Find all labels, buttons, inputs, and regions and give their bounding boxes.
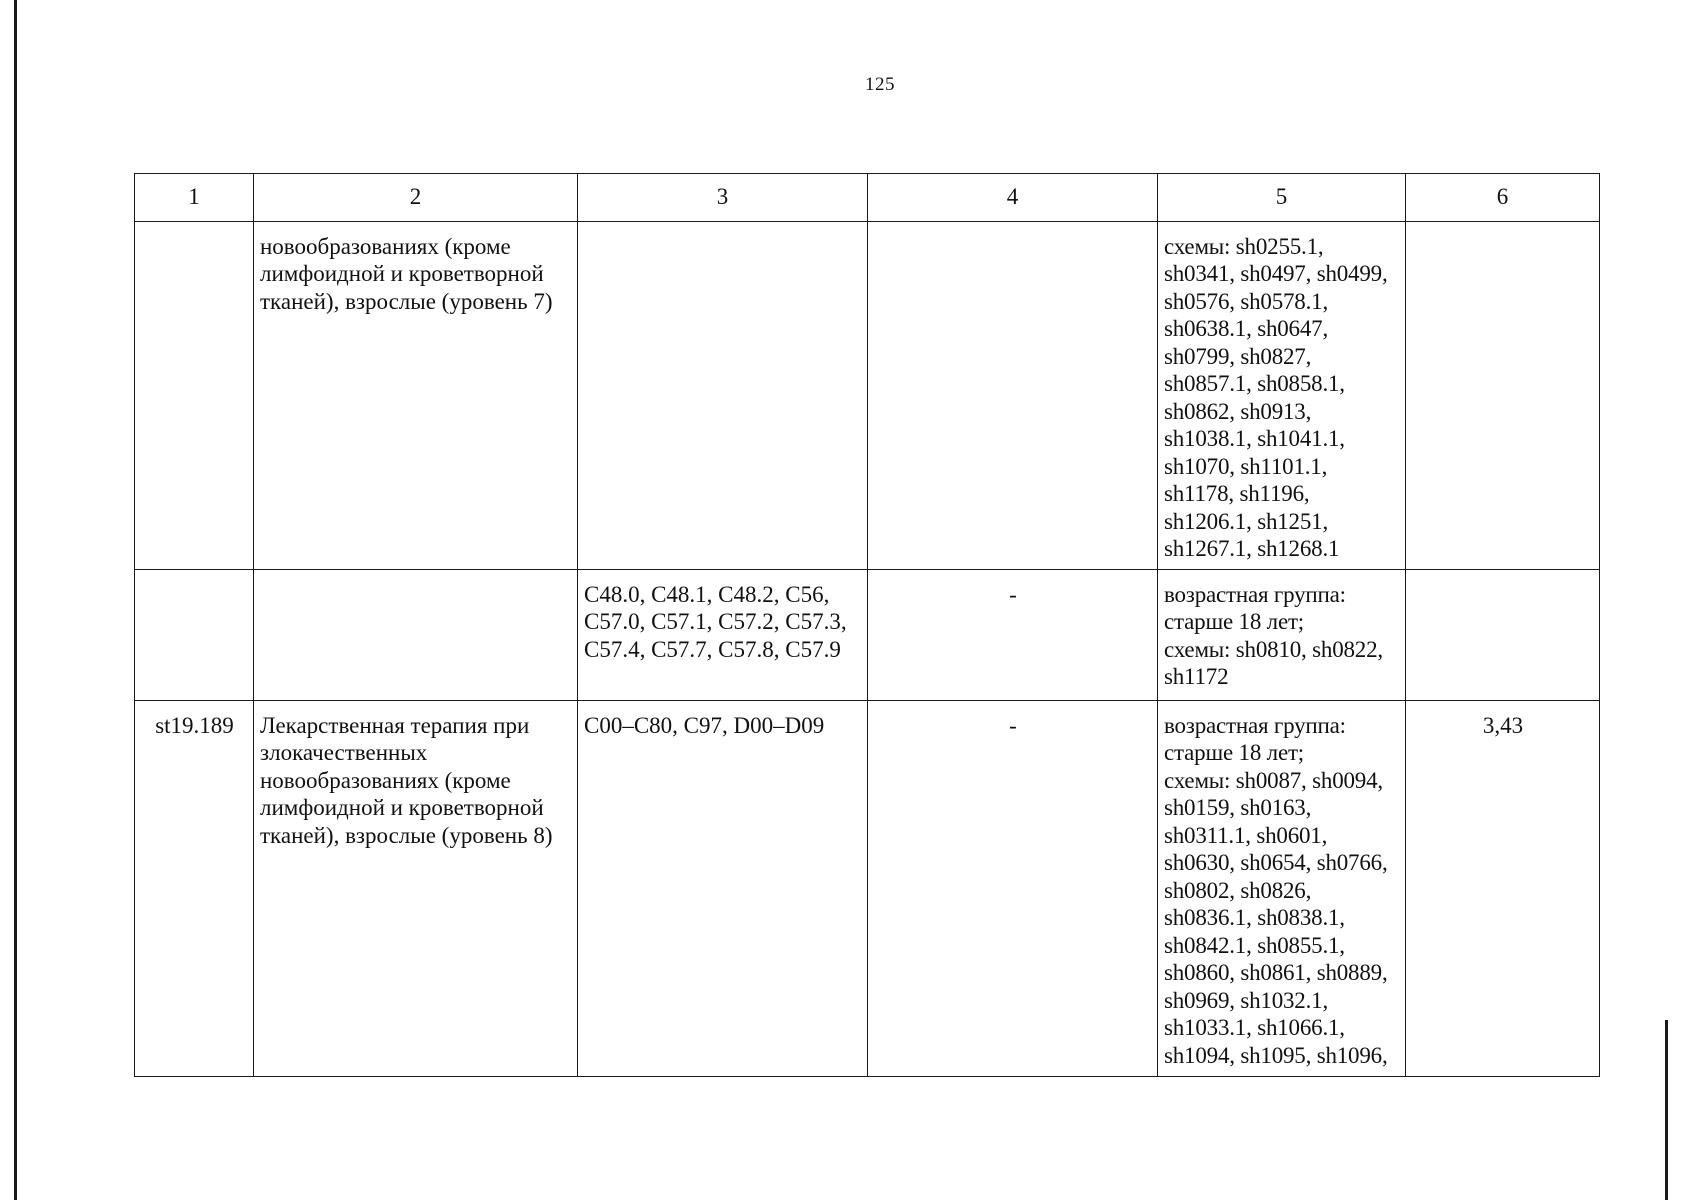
table-cell-coefficient: 3,43 bbox=[1406, 700, 1600, 1076]
column-header: 5 bbox=[1158, 174, 1406, 222]
table-cell-diagnosis-codes bbox=[578, 221, 868, 569]
table-row bbox=[135, 700, 1600, 1076]
scan-edge-right bbox=[1665, 1020, 1668, 1200]
table-cell-code bbox=[135, 569, 254, 700]
table-cell-coefficient bbox=[1406, 221, 1600, 569]
table-cell-criteria: возрастная группа: старше 18 лет; схемы: sh0087, sh0094, sh0159, sh0163, sh0311.1, sh0601, sh0630, sh0654, sh0766, sh0802, sh0826, sh0836.1, sh0838.1, sh0842.1, sh0855.1, sh0860, sh0861, sh0889, sh0969, sh1032.1, sh1033.1, sh1066.1, sh1094, sh1095, sh1096, bbox=[1158, 700, 1406, 1076]
table-cell-name bbox=[254, 569, 578, 700]
table-cell-service-codes: - bbox=[868, 569, 1158, 700]
page-number: 125 bbox=[865, 74, 895, 95]
table-row bbox=[135, 569, 1600, 700]
data-table bbox=[134, 173, 1600, 1077]
table-cell-criteria: схемы: sh0255.1, sh0341, sh0497, sh0499, sh0576, sh0578.1, sh0638.1, sh0647, sh0799, sh0827, sh0857.1, sh0858.1, sh0862, sh0913, sh1038.1, sh1041.1, sh1070, sh1101.1, sh1178, sh1196, sh1206.1, sh1251, sh1267.1, sh1268.1 bbox=[1158, 221, 1406, 569]
table-cell-diagnosis-codes: C48.0, C48.1, C48.2, C56, C57.0, C57.1, C57.2, C57.3, C57.4, C57.7, C57.8, C57.9 bbox=[578, 569, 868, 700]
column-header: 4 bbox=[868, 174, 1158, 222]
table-cell-name: Лекарственная терапия при злокачественных новообразованиях (кроме лимфоидной и кроветворной тканей), взрослые (уровень 8) bbox=[254, 700, 578, 1076]
table-cell-coefficient bbox=[1406, 569, 1600, 700]
scan-edge-left bbox=[14, 0, 17, 1200]
column-header: 6 bbox=[1406, 174, 1600, 222]
table-cell-name: новообразованиях (кроме лимфоидной и кроветворной тканей), взрослые (уровень 7) bbox=[254, 221, 578, 569]
table-cell-service-codes: - bbox=[868, 700, 1158, 1076]
column-header: 1 bbox=[135, 174, 254, 222]
column-header: 3 bbox=[578, 174, 868, 222]
table-cell-code: st19.189 bbox=[135, 700, 254, 1076]
table-cell-service-codes bbox=[868, 221, 1158, 569]
table-row bbox=[135, 221, 1600, 569]
table-cell-code bbox=[135, 221, 254, 569]
column-header: 2 bbox=[254, 174, 578, 222]
table-cell-diagnosis-codes: C00–C80, C97, D00–D09 bbox=[578, 700, 868, 1076]
table-header-row bbox=[135, 174, 1600, 222]
table-cell-criteria: возрастная группа: старше 18 лет; схемы: sh0810, sh0822, sh1172 bbox=[1158, 569, 1406, 700]
